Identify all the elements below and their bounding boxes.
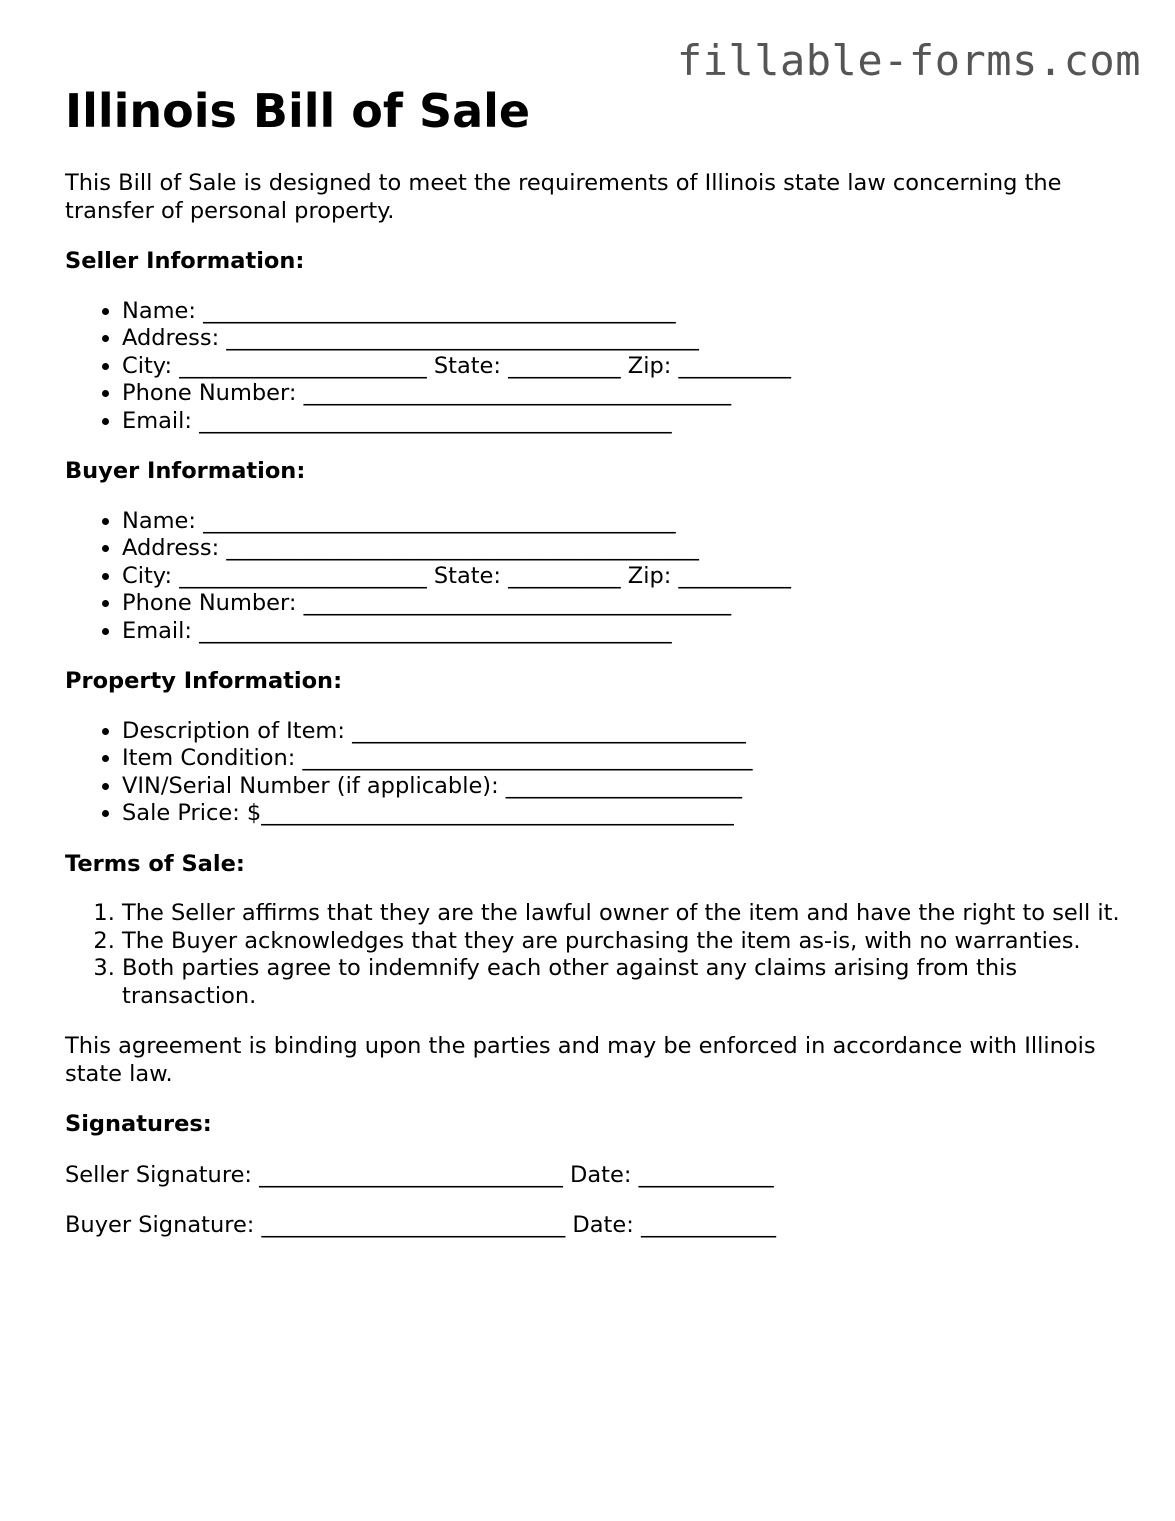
seller-info-list bbox=[65, 298, 1125, 436]
vin-serial-field[interactable]: • VIN/Serial Number (if applicable): _____________________ bbox=[122, 773, 1125, 801]
property-section-heading: Property Information: bbox=[65, 668, 343, 694]
seller-city-state-zip-field[interactable]: • City: ______________________ State: __________ Zip: __________ bbox=[122, 353, 1125, 381]
seller-address-field[interactable]: • Address: __________________________________________ bbox=[122, 325, 1125, 353]
signatures-section-heading: Signatures: bbox=[65, 1111, 212, 1137]
seller-section-heading: Seller Information: bbox=[65, 248, 305, 274]
item-description-field[interactable]: • Description of Item: ___________________________________ bbox=[122, 718, 1125, 746]
buyer-email-field[interactable]: • Email: __________________________________________ bbox=[122, 618, 1125, 646]
page-title: Illinois Bill of Sale bbox=[65, 84, 531, 138]
term-item: 2. The Buyer acknowledges that they are purchasing the item as-is, with no warranties. bbox=[122, 928, 1125, 956]
terms-section-heading: Terms of Sale: bbox=[65, 850, 245, 877]
intro-paragraph: This Bill of Sale is designed to meet the requirements of Illinois state law concerning the transfer of personal property. bbox=[65, 170, 1062, 224]
buyer-phone-field[interactable]: • Phone Number: ______________________________________ bbox=[122, 590, 1125, 618]
terms-list bbox=[65, 900, 1125, 1010]
closing-paragraph: This agreement is binding upon the parties and may be enforced in accordance with Illinois state law. bbox=[65, 1033, 1096, 1087]
sale-price-field[interactable]: • Sale Price: $__________________________________________ bbox=[122, 800, 1125, 828]
buyer-address-field[interactable]: • Address: __________________________________________ bbox=[122, 535, 1125, 563]
buyer-name-field[interactable]: • Name: __________________________________________ bbox=[122, 508, 1125, 536]
property-info-list bbox=[65, 718, 1125, 828]
buyer-signature-line[interactable]: Buyer Signature: ___________________________ Date: ____________ bbox=[65, 1212, 776, 1238]
document-body bbox=[65, 82, 1125, 1240]
term-item: 1. The Seller affirms that they are the lawful owner of the item and have the right to sell it. bbox=[122, 900, 1125, 928]
buyer-section-heading: Buyer Information: bbox=[65, 458, 306, 484]
seller-email-field[interactable]: • Email: __________________________________________ bbox=[122, 408, 1125, 436]
seller-name-field[interactable]: • Name: __________________________________________ bbox=[122, 298, 1125, 326]
buyer-info-list bbox=[65, 508, 1125, 646]
buyer-city-state-zip-field[interactable]: • City: ______________________ State: __________ Zip: __________ bbox=[122, 563, 1125, 591]
seller-phone-field[interactable]: • Phone Number: ______________________________________ bbox=[122, 380, 1125, 408]
item-condition-field[interactable]: • Item Condition: ________________________________________ bbox=[122, 745, 1125, 773]
term-item: 3. Both parties agree to indemnify each other against any claims arising from this transaction. bbox=[122, 955, 1125, 1010]
seller-signature-line[interactable]: Seller Signature: ___________________________ Date: ____________ bbox=[65, 1161, 774, 1188]
site-watermark: fillable-forms.com bbox=[676, 36, 1141, 85]
